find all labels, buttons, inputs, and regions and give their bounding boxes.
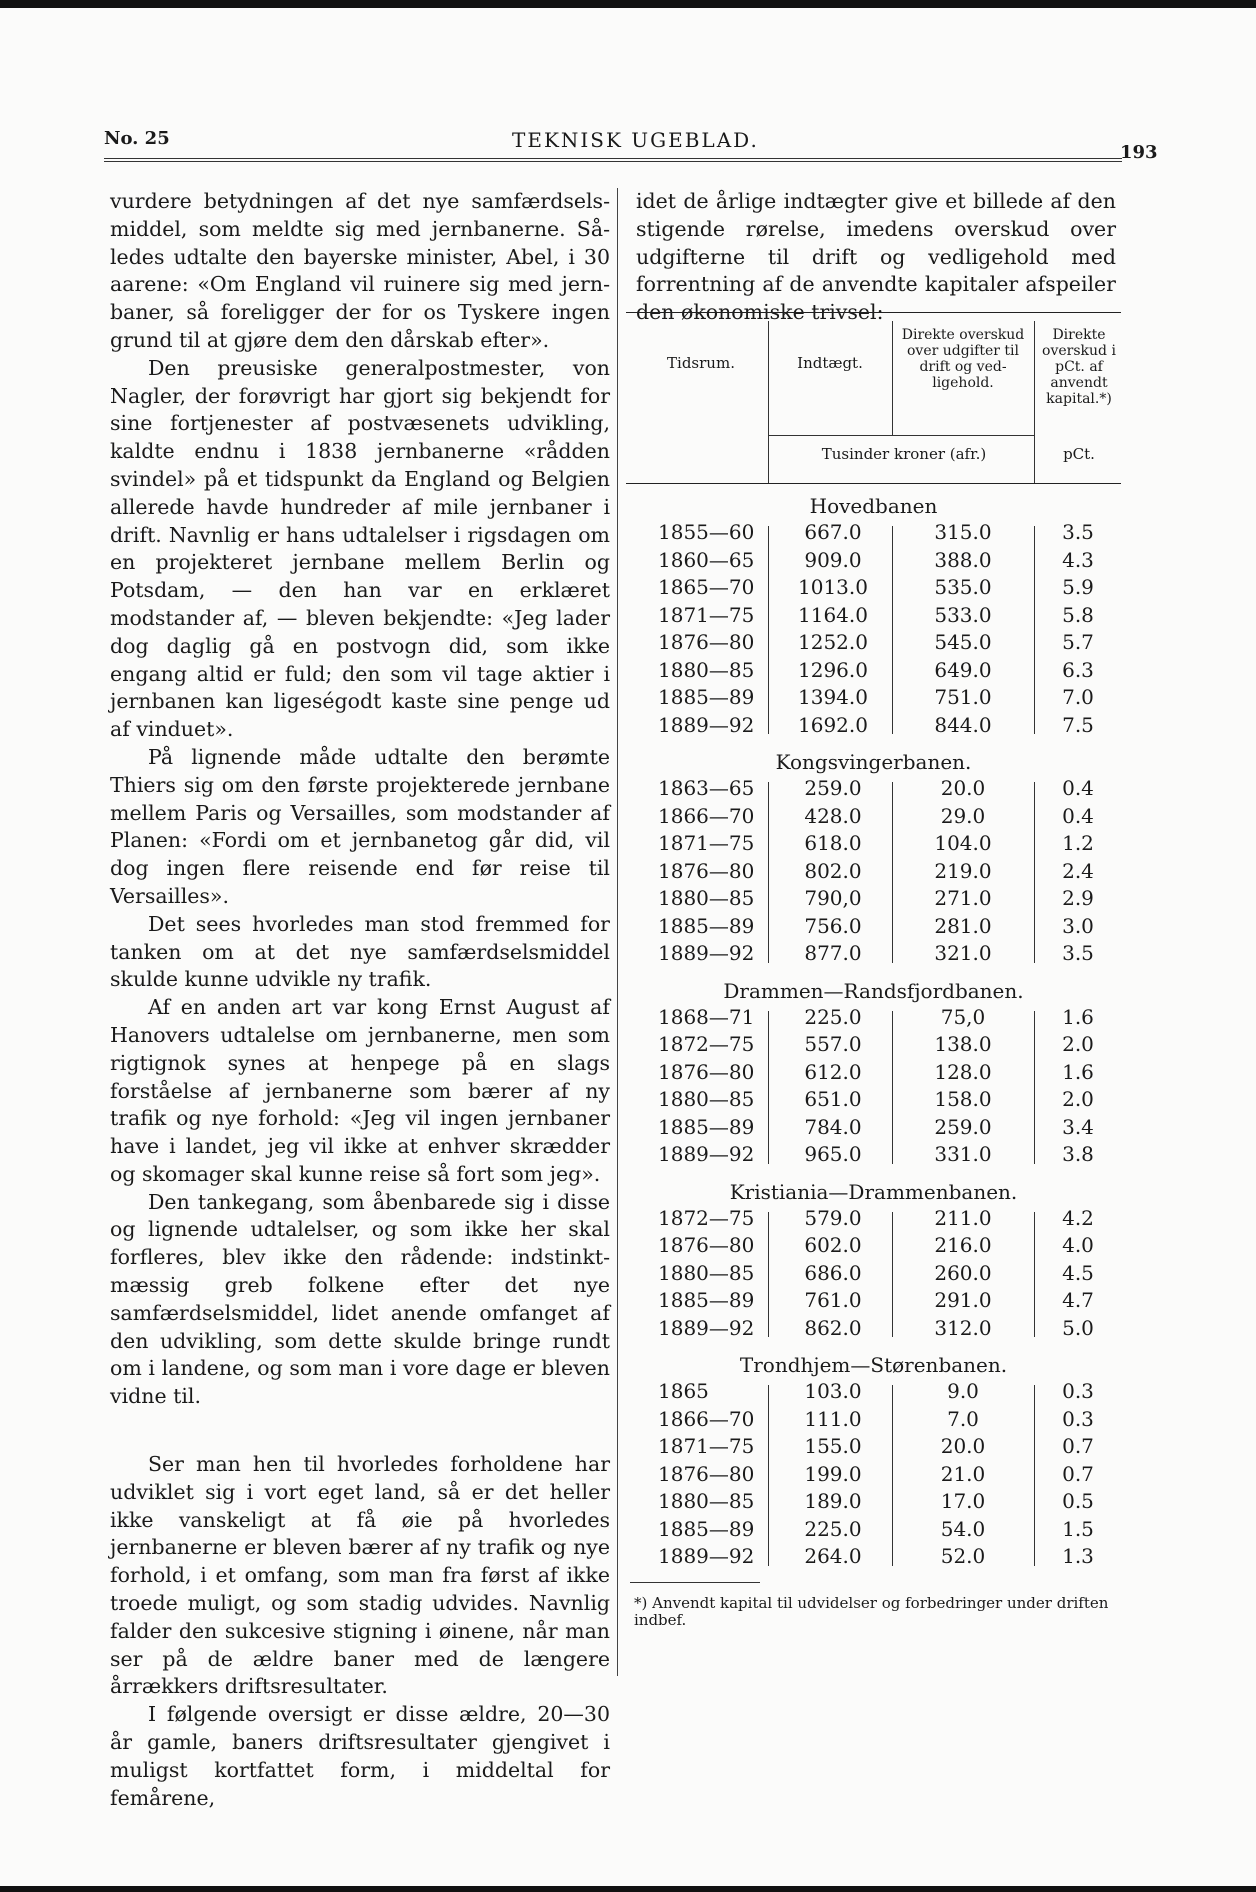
left-column [110,188,610,1812]
table-row [626,1142,1121,1170]
cell-surplus: 75,0 [940,1004,986,1029]
paragraph: Af en anden art var kong Ernst August af Hanovers udtalelse om jernbanerne, men som rigtignok synes at henpege på en slags forståelse af jernbanerne som bærer af ny trafik og nye forhold: «Jeg vil ingen jernbaner have i landet, jeg vil ikke at enhver skrædder og skomager skal kunne reise så fort som jeg». [110,995,610,1186]
table-body [626,492,1121,1572]
cell-period: 1855—60 [658,520,755,544]
cell-surplus: 535.0 [934,575,992,599]
cell-surplus: 104.0 [934,831,992,855]
cell-period: 1880—85 [658,1489,755,1513]
cell-period: 1871—75 [658,602,755,627]
cell-income: 784.0 [804,1114,862,1139]
table-row [626,1544,1121,1572]
cell-income: 651.0 [804,1087,862,1111]
cell-pct: 2.0 [1062,1032,1094,1056]
cell-pct: 1.6 [1062,1004,1094,1029]
table-row [626,941,1121,969]
cell-surplus: 291.0 [934,1288,992,1312]
page-number: 193 [1120,142,1158,163]
cell-surplus: 20.0 [940,776,986,800]
cell-pct: 4.5 [1062,1260,1094,1285]
cell-pct: 6.3 [1062,657,1094,682]
units-pct: pCt. [1063,445,1095,463]
cell-surplus: 7.0 [947,1406,979,1431]
cell-period: 1880—85 [658,1260,755,1285]
cell-period: 1885—89 [658,685,755,709]
cell-period: 1865—70 [658,575,755,599]
cell-period: 1889—92 [658,1544,755,1568]
table-row [626,1489,1121,1517]
cell-pct: 7.5 [1062,712,1094,737]
table-row [626,658,1121,686]
cell-surplus: 533.0 [934,602,992,627]
paragraph: I følgende oversigt er disse ældre, 20—30 år gamle, baners driftsresultater gjengivet i muligst kortfattet form, i middeltal for femårene, [110,1702,610,1810]
cell-period: 1885—89 [658,1516,755,1541]
cell-pct: 3.5 [1062,941,1094,965]
cell-income: 667.0 [804,520,862,544]
cell-pct: 1.2 [1062,831,1094,855]
table-row [626,776,1121,804]
cell-surplus: 211.0 [934,1205,992,1230]
cell-income: 557.0 [804,1032,862,1056]
journal-title: TEKNISK UGEBLAD. [512,128,759,152]
cell-surplus: 54.0 [940,1516,986,1541]
cell-pct: 5.8 [1062,602,1094,627]
cell-period: 1889—92 [658,941,755,965]
cell-pct: 2.4 [1062,858,1094,883]
table-row [626,1434,1121,1462]
cell-surplus: 219.0 [934,858,992,883]
table-row [626,1379,1121,1407]
cell-pct: 1.3 [1062,1544,1094,1568]
section-title: Drammen—Randsfjordbanen. [723,978,1024,1003]
cell-pct: 4.3 [1062,547,1094,572]
cell-period: 1876—80 [658,858,755,883]
table-row [626,1206,1121,1234]
scan-border-top [0,0,1256,8]
cell-income: 618.0 [804,831,862,855]
cell-surplus: 315.0 [934,520,992,544]
cell-surplus: 9.0 [947,1379,979,1403]
cell-pct: 4.2 [1062,1205,1094,1230]
cell-income: 264.0 [804,1544,862,1568]
cell-income: 761.0 [804,1288,862,1312]
cell-period: 1876—80 [658,1059,755,1084]
cell-income: 877.0 [804,941,862,965]
cell-period: 1885—89 [658,1288,755,1312]
scan-border-bottom [0,1886,1256,1892]
paragraph: Den tankegang, som åbenbarede sig i disse og lignende udtalelser, og som ikke her skal forfleres, blev ikke den rådende: indstinktmæssig greb folkene efter det nye samfærdselsmiddel, lidet anende omfanget af den udvikling, som dette skulde bringe rundt om i landene, og som man i vore dage er bleven vidne til. [110,1189,610,1409]
table-row [626,1316,1121,1344]
cell-period: 1866—70 [658,1406,755,1431]
issue-number: No. 25 [104,128,170,149]
table-section [626,1178,1121,1344]
cell-surplus: 52.0 [940,1544,986,1568]
cell-surplus: 17.0 [940,1489,986,1513]
cell-pct: 4.7 [1062,1288,1094,1312]
cell-pct: 3.5 [1062,520,1094,544]
cell-pct: 7.0 [1062,685,1094,709]
column-divider [617,188,618,1676]
cell-income: 428.0 [804,803,862,828]
table-row [626,575,1121,603]
table-section [626,1351,1121,1572]
cell-pct: 2.0 [1062,1087,1094,1111]
cell-income: 199.0 [804,1461,862,1486]
cell-income: 1164.0 [798,602,868,627]
cell-income: 756.0 [804,913,862,938]
cell-surplus: 751.0 [934,685,992,709]
cell-period: 1872—75 [658,1032,755,1056]
cell-surplus: 321.0 [934,941,992,965]
cell-pct: 0.3 [1062,1379,1094,1403]
cell-period: 1860—65 [658,547,755,572]
cell-surplus: 260.0 [934,1260,992,1285]
cell-pct: 2.9 [1062,886,1094,910]
units-money: Tusinder kroner (afr.) [821,445,987,463]
section-title: Trondhjem—Størenbanen. [739,1353,1008,1377]
paragraph: Det sees hvorledes man stod fremmed for tanken om at det nye samfærdselsmiddel skulde kunne udvikle ny trafik. [110,911,610,992]
cell-period: 1880—85 [658,886,755,910]
cell-period: 1889—92 [658,712,755,737]
cell-pct: 3.0 [1062,913,1094,938]
table-row [626,630,1121,658]
cell-surplus: 331.0 [934,1142,992,1166]
table-row [626,914,1121,942]
cell-income: 1296.0 [798,657,868,682]
paragraph: vurdere betydningen af det nye samfærdselsmiddel, som meldte sig med jernbanerne. Således udtalte den bayerske minister, Abel, i 30 aarene: «Om England vil ruinere sig med jernbaner, så foreligger der for os Tyskere ingen grund til at gjøre dem den dårskab efter». [110,189,610,352]
cell-surplus: 216.0 [934,1233,992,1257]
cell-surplus: 20.0 [940,1434,986,1458]
header-pct: Direkte overskud i pCt. af anvendt kapital.*) [1042,327,1116,407]
table-section [626,977,1121,1170]
cell-income: 259.0 [804,776,862,800]
cell-period: 1872—75 [658,1205,755,1230]
table-row [626,520,1121,548]
cell-period: 1868—71 [658,1004,755,1029]
header-period: Tidsrum. [667,354,735,372]
cell-period: 1876—80 [658,1461,755,1486]
cell-income: 862.0 [804,1315,862,1340]
cell-surplus: 128.0 [934,1059,992,1084]
cell-income: 802.0 [804,858,862,883]
cell-period: 1876—80 [658,1233,755,1257]
cell-surplus: 259.0 [934,1114,992,1139]
cell-income: 612.0 [804,1059,862,1084]
table-row [626,1517,1121,1545]
footnote: *) Anvendt kapital til udvidelser og forbedringer under driften indbef. [634,1593,1109,1629]
cell-surplus: 21.0 [940,1461,986,1486]
cell-income: 579.0 [804,1205,862,1230]
table-row [626,804,1121,832]
table-row [626,1032,1121,1060]
right-column [636,188,1116,327]
cell-income: 909.0 [804,547,862,572]
cell-pct: 3.8 [1062,1142,1094,1166]
table-row [626,1233,1121,1261]
cell-period: 1889—92 [658,1315,755,1340]
cell-income: 686.0 [804,1260,862,1285]
cell-income: 225.0 [804,1004,862,1029]
cell-surplus: 158.0 [934,1087,992,1111]
cell-surplus: 649.0 [934,657,992,682]
section-title: Kongsvingerbanen. [775,750,972,774]
cell-period: 1871—75 [658,831,755,855]
cell-pct: 0.4 [1062,776,1094,800]
paragraph: idet de årlige indtægter give et billede af den stigende rørelse, imedens overskud over udgifterne til drift og vedligehold med forrentning af de anvendte kapitaler afspeiler den økonomiske trivsel: [636,189,1116,325]
cell-pct: 0.7 [1062,1434,1094,1458]
cell-period: 1885—89 [658,913,755,938]
cell-pct: 4.0 [1062,1233,1094,1257]
cell-pct: 1.6 [1062,1059,1094,1084]
cell-income: 965.0 [804,1142,862,1166]
table-row [626,1060,1121,1088]
cell-income: 1252.0 [798,630,868,654]
results-table [626,312,1121,1629]
cell-income: 111.0 [804,1406,862,1431]
cell-income: 790,0 [804,886,862,910]
cell-pct: 0.3 [1062,1406,1094,1431]
section-title: Kristiania—Drammenbanen. [729,1179,1018,1204]
cell-surplus: 271.0 [934,886,992,910]
cell-pct: 5.9 [1062,575,1094,599]
header-rule [104,158,1122,159]
cell-surplus: 281.0 [934,913,992,938]
table-row [626,603,1121,631]
table-row [626,1407,1121,1435]
cell-period: 1885—89 [658,1114,755,1139]
table-row [626,831,1121,859]
header-surplus: Direkte overskud over udgifter til drift og vedligehold. [901,327,1025,391]
table-row [626,1261,1121,1289]
table-row [626,548,1121,576]
cell-period: 1863—65 [658,776,755,800]
cell-period: 1880—85 [658,657,755,682]
table-row [626,1087,1121,1115]
cell-income: 602.0 [804,1233,862,1257]
cell-pct: 3.4 [1062,1114,1094,1139]
cell-pct: 5.7 [1062,630,1094,654]
cell-period: 1889—92 [658,1142,755,1166]
cell-period: 1876—80 [658,630,755,654]
table-section [626,492,1121,740]
cell-income: 1394.0 [798,685,868,709]
cell-pct: 5.0 [1062,1315,1094,1340]
table-row [626,713,1121,741]
cell-period: 1871—75 [658,1434,755,1458]
table-row [626,1288,1121,1316]
footnote-rule [630,1582,760,1583]
cell-surplus: 138.0 [934,1032,992,1056]
table-row [626,1462,1121,1490]
table-header [626,312,1121,484]
cell-pct: 0.5 [1062,1489,1094,1513]
cell-period: 1880—85 [658,1087,755,1111]
cell-pct: 0.7 [1062,1461,1094,1486]
cell-income: 155.0 [804,1434,862,1458]
table-row [626,1005,1121,1033]
table-row [626,886,1121,914]
cell-income: 225.0 [804,1516,862,1541]
paragraph: Den preusiske generalpostmester, von Nagler, der forøvrigt har gjort sig bekjendt for sine fortjenester af postvæsenets udvikling, kaldte endnu i 1838 jernbanerne «rådden svindel» på et tidspunkt da England og Belgien allerede havde hundreder af mile jernbaner i drift. Navnlig er hans udtalelser i rigsdagen om en projekteret jernbane mellem Berlin og Potsdam, — den han var en erklæret modstander af, — bleven bekjendte: «Jeg lader dog daglig gå en postvogn did, som ikke engang altid er fuld; den som vil tage aktier i jernbanen kan ligeségodt kaste sine penge ud af vinduet». [110,355,610,742]
table-section [626,748,1121,969]
header-rule-double [104,161,1122,162]
paragraph: På lignende måde udtalte den berømte Thiers sig om den første projekterede jernbane mellem Paris og Versailles, som modstander af Planen: «Fordi om et jernbanetog går did, vil dog ingen flere reisende end før reise til Versailles». [110,744,610,908]
paragraph: Ser man hen til hvorledes forholdene har udviklet sig i vort eget land, så er det heller ikke vanskeligt at få øie på hvorledes jernbanerne er bleven bærer af ny trafik og nye forhold, i et omfang, som man fra først af ikke troede muligt, og som stadig udvides. Navnlig falder den sukcesive stigning i øinene, når man ser på de ældre baner med de længere årrækkers driftsresultater. [110,1452,610,1699]
cell-period: 1866—70 [658,803,755,828]
table-row [626,859,1121,887]
cell-surplus: 388.0 [934,547,992,572]
cell-surplus: 844.0 [934,712,992,737]
cell-pct: 0.4 [1062,803,1094,828]
cell-pct: 1.5 [1062,1516,1094,1541]
table-row [626,685,1121,713]
cell-period: 1865 [658,1379,709,1403]
table-row [626,1115,1121,1143]
cell-surplus: 29.0 [940,803,986,828]
cell-income: 103.0 [804,1379,862,1403]
cell-income: 1692.0 [798,712,868,737]
cell-surplus: 312.0 [934,1315,992,1340]
header-income: Indtægt. [797,354,863,372]
section-title: Hovedbanen [809,494,938,518]
cell-income: 1013.0 [798,575,868,599]
cell-surplus: 545.0 [934,630,992,654]
cell-income: 189.0 [804,1489,862,1513]
